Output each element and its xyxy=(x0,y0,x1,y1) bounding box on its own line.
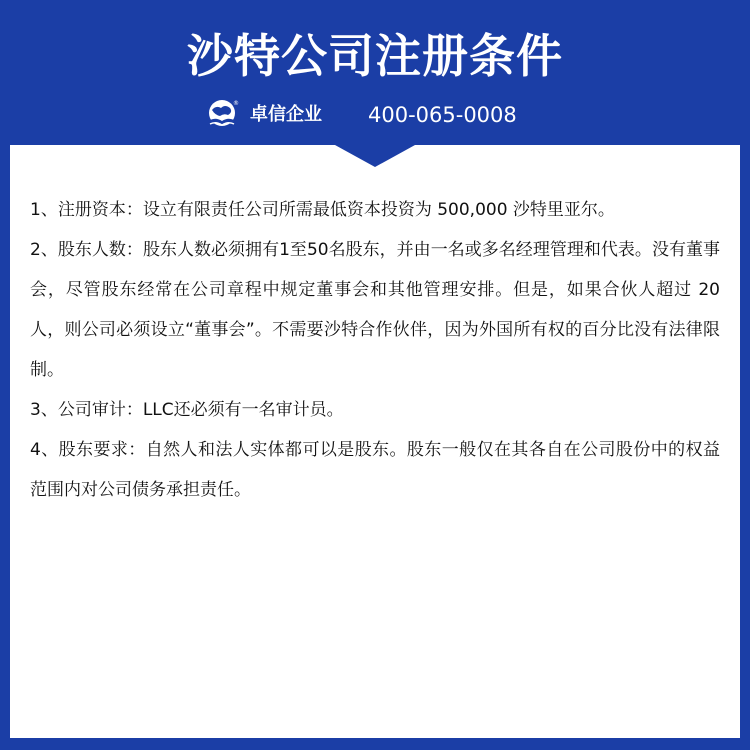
brand-row xyxy=(0,98,750,134)
phone-number: 400-065-0008 xyxy=(368,103,517,127)
content-body xyxy=(30,190,720,510)
paragraph-shareholder-requirements: 4、股东要求：自然人和法人实体都可以是股东。股东一般仅在其各自在公司股份中的权益范围内对公司债务承担责任。 xyxy=(30,440,720,500)
brand-name: 卓信企业 xyxy=(250,104,322,125)
paragraph-company-audit: 3、公司审计：LLC还必须有一名审计员。 xyxy=(30,400,344,420)
header-banner xyxy=(0,0,750,150)
page-title: 沙特公司注册条件 xyxy=(187,29,563,83)
globe-book-logo-icon xyxy=(206,98,242,132)
paragraph-shareholder-count: 2、股东人数：股东人数必须拥有1至50名股东，并由一名或多名经理管理和代表。没有董事会，尽管股东经常在公司章程中规定董事会和其他管理安排。但是，如果合伙人超过 20 人，则公司必须设立“董事会”。不需要沙特合作伙伴，因为外国所有权的百分比没有法律限制。 xyxy=(30,240,720,380)
registered-mark: ® xyxy=(233,100,239,107)
paragraph-registered-capital: 1、注册资本：设立有限责任公司所需最低资本投资为 500,000 沙特里亚尔。 xyxy=(30,200,615,220)
